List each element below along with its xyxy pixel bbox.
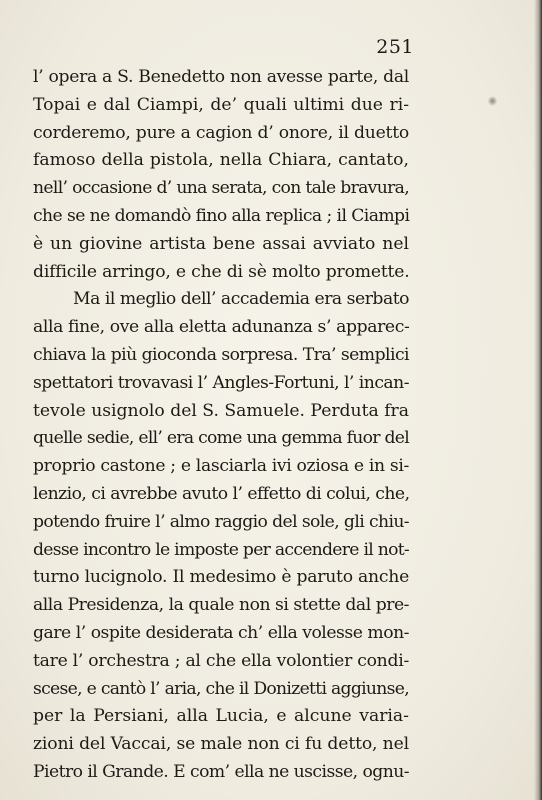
text-line: gare l’ ospite desiderata ch’ ella volesse mon-	[33, 622, 409, 643]
page-number: 251	[376, 36, 414, 58]
text-line: che se ne domandò fino alla replica ; il Ciampi	[33, 205, 410, 226]
text-line: l’ opera a S. Benedetto non avesse parte, dal	[33, 67, 409, 87]
text-line: potendo fruire l’ almo raggio del sole, gli chiu-	[33, 511, 409, 532]
text-line: Topai e dal Ciampi, de’ quali ultimi due ri-	[33, 94, 409, 115]
text-line: difficile arringo, e che di sè molto promette.	[33, 261, 410, 282]
text-line: Pietro il Grande. E com’ ella ne uscisse, ognu-	[33, 761, 409, 782]
text-line: zioni del Vaccai, se male non ci fu detto, nel	[33, 734, 409, 755]
text-line: quelle sedie, ell’ era come una gemma fuor del	[33, 428, 409, 449]
text-line: proprio castone ; e lasciarla ivi oziosa e in si-	[33, 456, 409, 477]
text-line: desse incontro le imposte per accendere il not-	[33, 539, 409, 560]
paragraph-first-line: Ma il meglio dell’ accademia era serbato	[73, 289, 409, 310]
text-line: chiava la più gioconda sorpresa. Tra’ semplici	[33, 344, 410, 365]
body-text	[33, 64, 409, 787]
text-line: alla Presidenza, la quale non si stette dal pre-	[33, 595, 409, 616]
text-line: nell’ occasione d’ una serata, con tale bravura,	[33, 178, 409, 199]
page-edge-shadow	[534, 0, 542, 800]
text-line: lenzio, ci avrebbe avuto l’ effetto di colui, che,	[33, 483, 410, 504]
text-line: scese, e cantò l’ aria, che il Donizetti aggiunse,	[33, 678, 409, 699]
text-line: spettatori trovavasi l’ Angles-Fortuni, l’ incan-	[33, 372, 409, 393]
text-line: corderemo, pure a cagion d’ onore, il duetto	[33, 122, 409, 143]
text-line: è un giovine artista bene assai avviato nel	[33, 233, 409, 254]
text-line: per la Persiani, alla Lucia, e alcune varia-	[33, 706, 409, 727]
text-line: tevole usignolo del S. Samuele. Perduta fra	[33, 400, 409, 421]
text-line: tare l’ orchestra ; al che ella volontier condi-	[33, 650, 409, 671]
text-line: alla fine, ove alla eletta adunanza s’ apparec-	[33, 317, 410, 338]
text-line: turno lucignolo. Il medesimo è paruto anche	[33, 567, 409, 588]
ink-smudge	[488, 96, 497, 106]
text-line: famoso della pistola, nella Chiara, cantato,	[33, 150, 409, 171]
